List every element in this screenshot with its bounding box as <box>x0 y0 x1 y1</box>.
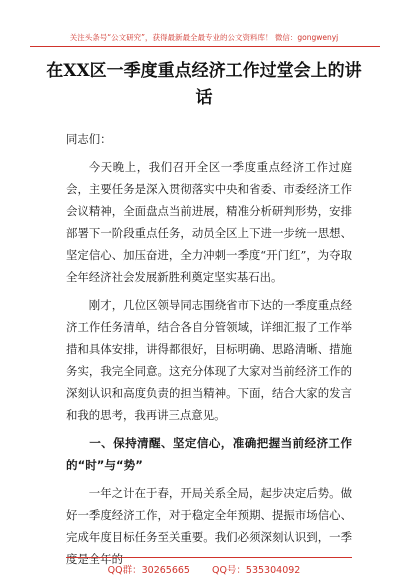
footer-qq-number: QQ号：535304092 <box>211 565 301 576</box>
footer-contact <box>0 562 408 576</box>
body-paragraph: 今天晚上，我们召开全区一季度重点经济工作过庭会，主要任务是深入贯彻落实中央和省委、市委经济工作会议精神，全面盘点当前进展，精准分析研判形势，安排部署下一阶段重点任务，动员全区上下进一步统一思想、坚定信心、加压奋进，全力冲刺一季度“开门红”，为夺取全年经济社会发展新胜利奠定坚实基石出。 <box>66 160 352 284</box>
header-promo-note: 关注头条号“公文研究”，获得最新最全最专业的公文资料库！ 微信：gongwenyj <box>69 33 339 42</box>
footer-divider <box>66 557 352 558</box>
salutation: 同志们： <box>66 132 112 146</box>
footer-qq-group: QQ群：30265665 <box>107 565 190 576</box>
body-paragraph: 刚才，几位区领导同志围绕省市下达的一季度重点经济工作任务清单，结合各自分管领域，详细汇报了工作举措和具体安排，讲得都很好，目标明确、思路清晰、措施务实，我完全同意。这充分体现了大家对当前经济工作的深刻认识和高度负责的担当精神。下面，结合大家的发言和我的思考，我再讲三点意见。 <box>66 298 352 422</box>
body-paragraph: 一年之计在于春，开局关系全局，起步决定后势。做好一季度经济工作，对于稳定全年预期、提振市场信心、完成年度目标任务至关重要。我们必须深刻认识到，一季度是全年的 <box>66 486 352 566</box>
document-body <box>66 128 352 570</box>
header-divider <box>30 46 380 47</box>
section-heading: 一、保持清醒、坚定信心，准确把握当前经济工作的“时”与“势” <box>66 436 352 472</box>
document-title: 在XX区一季度重点经济工作过堂会上的讲话 <box>46 61 362 108</box>
